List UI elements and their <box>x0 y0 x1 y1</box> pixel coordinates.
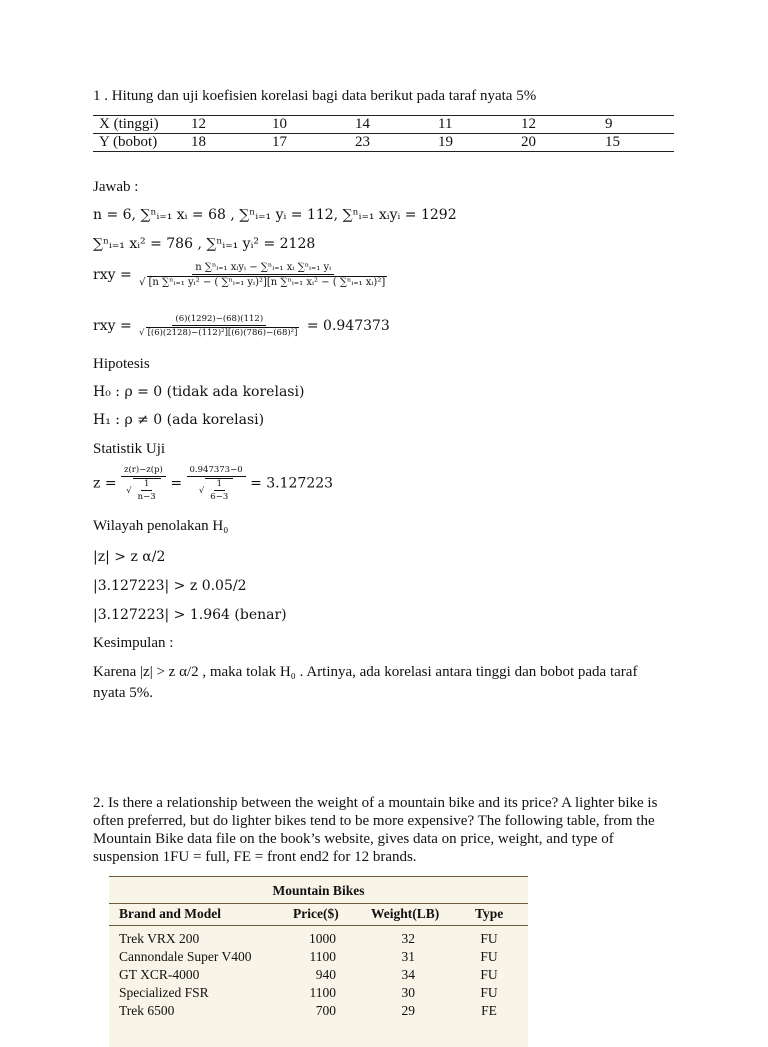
table-title: Mountain Bikes <box>272 883 365 898</box>
rxy-calc-denominator: √ [(6)(2128)−(112)²][(6)(786)−(68)²] <box>139 328 298 338</box>
rxy-formula-denominator: √ [n ∑ⁿᵢ₌₁ yᵢ² − ( ∑ⁿᵢ₌₁ yᵢ)²][n ∑ⁿᵢ₌₁ xᵢ² − ( ∑ⁿᵢ₌₁ xᵢ)²] <box>139 277 386 288</box>
row-label: Y (bobot) <box>93 134 191 152</box>
jawab-label: Jawab : <box>93 179 139 195</box>
z-formula-fraction <box>121 465 166 502</box>
rejection-rule-2: |3.127223| > z 0.05/2 <box>93 578 247 594</box>
z-calc-inner-num: 1 <box>214 479 225 491</box>
question-2-line-1: 2. Is there a relationship between the weight of a mountain bike and its price? A lighter bike is <box>93 795 658 811</box>
weight-cell: 30 <box>401 985 415 1000</box>
type-cell: FU <box>480 967 498 982</box>
question-2-line-2: often preferred, but do lighter bikes tend to be more expensive? The following table, from the <box>93 813 655 829</box>
h0-statement: H₀ : ρ = 0 (tidak ada korelasi) <box>93 384 305 400</box>
weight-cell: 32 <box>401 931 415 946</box>
rxy-calc-fraction <box>136 314 302 338</box>
weight-cell: 29 <box>401 1003 415 1018</box>
rxy-formula <box>93 262 390 288</box>
table-row <box>109 1003 528 1021</box>
brand-cell: Cannondale Super V400 <box>119 949 252 964</box>
table-cell: 11 <box>438 116 521 134</box>
hipotesis-heading: Hipotesis <box>93 356 150 372</box>
price-cell: 1100 <box>309 985 336 1000</box>
column-header: Weight(LB) <box>371 906 440 921</box>
type-cell: FU <box>480 949 498 964</box>
h1-statement: H₁ : ρ ≠ 0 (ada korelasi) <box>93 412 265 428</box>
conclusion-line-2: nyata 5%. <box>93 685 153 701</box>
table-cell: 12 <box>521 116 605 134</box>
rejection-rule-1: |z| > z α/2 <box>93 549 166 565</box>
z-calc-denominator: √ $\frac{1}{6-3}$ <box>196 477 236 502</box>
z-formula-radicand <box>133 478 161 502</box>
sum-line-2: ∑ⁿᵢ₌₁ xᵢ² = 786 , ∑ⁿᵢ₌₁ yᵢ² = 2128 <box>93 236 316 252</box>
table-cell: 10 <box>272 116 355 134</box>
z-statistic: z = z(r)−z(p) √ $\frac{1}{n-3}$ = 0.947373−0 √ $\frac{1}{6-3}$ = 3.127223 <box>93 465 334 502</box>
kesimpulan-heading: Kesimpulan : <box>93 635 174 651</box>
type-cell: FU <box>480 985 498 1000</box>
weight-cell: 34 <box>401 967 415 982</box>
z-calc-radicand <box>205 478 233 502</box>
table-cell: 14 <box>355 116 438 134</box>
question-1-title: 1 . Hitung dan uji koefisien korelasi bagi data berikut pada taraf nyata 5% <box>93 88 537 104</box>
price-cell: 700 <box>315 1003 336 1018</box>
question-2-line-4: suspension 1FU = full, FE = front end2 for 12 brands. <box>93 849 417 865</box>
z-calc-numerator: 0.947373−0 <box>187 465 246 477</box>
sum-line-1: n = 6, ∑ⁿᵢ₌₁ xᵢ = 68 , ∑ⁿᵢ₌₁ yᵢ = 112, ∑ⁿᵢ₌₁ xᵢyᵢ = 1292 <box>93 207 457 223</box>
divider <box>109 925 528 926</box>
table-cell: 19 <box>438 134 521 152</box>
table-row <box>109 967 528 985</box>
table-row <box>109 949 528 967</box>
z-label: z = <box>93 475 117 492</box>
table-cell: 23 <box>355 134 438 152</box>
rxy-formula-radicand: [n ∑ⁿᵢ₌₁ yᵢ² − ( ∑ⁿᵢ₌₁ yᵢ)²][n ∑ⁿᵢ₌₁ xᵢ² − ( ∑ⁿᵢ₌₁ xᵢ)²] <box>148 277 386 288</box>
type-cell: FE <box>481 1003 497 1018</box>
rxy-calc-numerator: (6)(1292)−(68)(112) <box>172 314 266 326</box>
row-label: X (tinggi) <box>93 116 191 134</box>
z-inner-num: 1 <box>141 479 152 491</box>
table-cell: 9 <box>605 116 674 134</box>
rejection-rule-3: |3.127223| > 1.964 (benar) <box>93 607 287 623</box>
rxy-label: rxy = <box>93 267 132 283</box>
mountain-bikes-table <box>109 876 528 1047</box>
rxy-calc-radicand: [(6)(2128)−(112)²][(6)(786)−(68)²] <box>147 328 298 338</box>
xy-data-table <box>93 115 674 152</box>
z-formula-numerator: z(r)−z(p) <box>121 465 166 477</box>
price-cell: 1000 <box>309 931 336 946</box>
price-cell: 940 <box>315 967 336 982</box>
brand-cell: Trek 6500 <box>119 1003 175 1018</box>
z-calc-fraction <box>187 465 246 502</box>
column-header: Type <box>475 906 504 921</box>
divider <box>109 903 528 904</box>
rxy-label-2: rxy = <box>93 318 132 334</box>
question-2-line-3: Mountain Bike data file on the book’s website, gives data on price, weight, and type of <box>93 831 614 847</box>
table-cell: 18 <box>191 134 272 152</box>
brand-cell: GT XCR-4000 <box>119 967 200 982</box>
table-cell: 15 <box>605 134 674 152</box>
brand-cell: Specialized FSR <box>119 985 209 1000</box>
wilayah-heading: Wilayah penolakan H₀ <box>93 518 229 534</box>
brand-cell: Trek VRX 200 <box>119 931 200 946</box>
table-row <box>93 116 674 134</box>
statistik-heading: Statistik Uji <box>93 441 166 457</box>
rxy-result: = 0.947373 <box>306 318 390 334</box>
rxy-formula-numerator: n ∑ⁿᵢ₌₁ xᵢyᵢ − ∑ⁿᵢ₌₁ xᵢ ∑ⁿᵢ₌₁ yᵢ <box>192 262 334 275</box>
table-cell: 12 <box>191 116 272 134</box>
weight-cell: 31 <box>401 949 415 964</box>
table-row <box>109 985 528 1003</box>
z-formula-denominator: √ $\frac{1}{n-3}$ <box>123 477 163 502</box>
z-calc-inner-den: 6−3 <box>210 492 229 502</box>
price-cell: 1100 <box>309 949 336 964</box>
z-result: = 3.127223 <box>250 475 334 492</box>
table-row <box>109 931 528 949</box>
table-cell: 17 <box>272 134 355 152</box>
rxy-calculation <box>93 314 390 338</box>
type-cell: FU <box>480 931 498 946</box>
conclusion-line-1: Karena |z| > z α/2 , maka tolak H₀ . Artinya, ada korelasi antara tinggi dan bobot pada taraf <box>93 664 638 680</box>
z-inner-den: n−3 <box>137 492 156 502</box>
table-cell: 20 <box>521 134 605 152</box>
column-header: Brand and Model <box>119 906 222 921</box>
column-header: Price($) <box>293 906 339 921</box>
table-row <box>93 134 674 152</box>
rxy-formula-fraction <box>136 262 390 288</box>
